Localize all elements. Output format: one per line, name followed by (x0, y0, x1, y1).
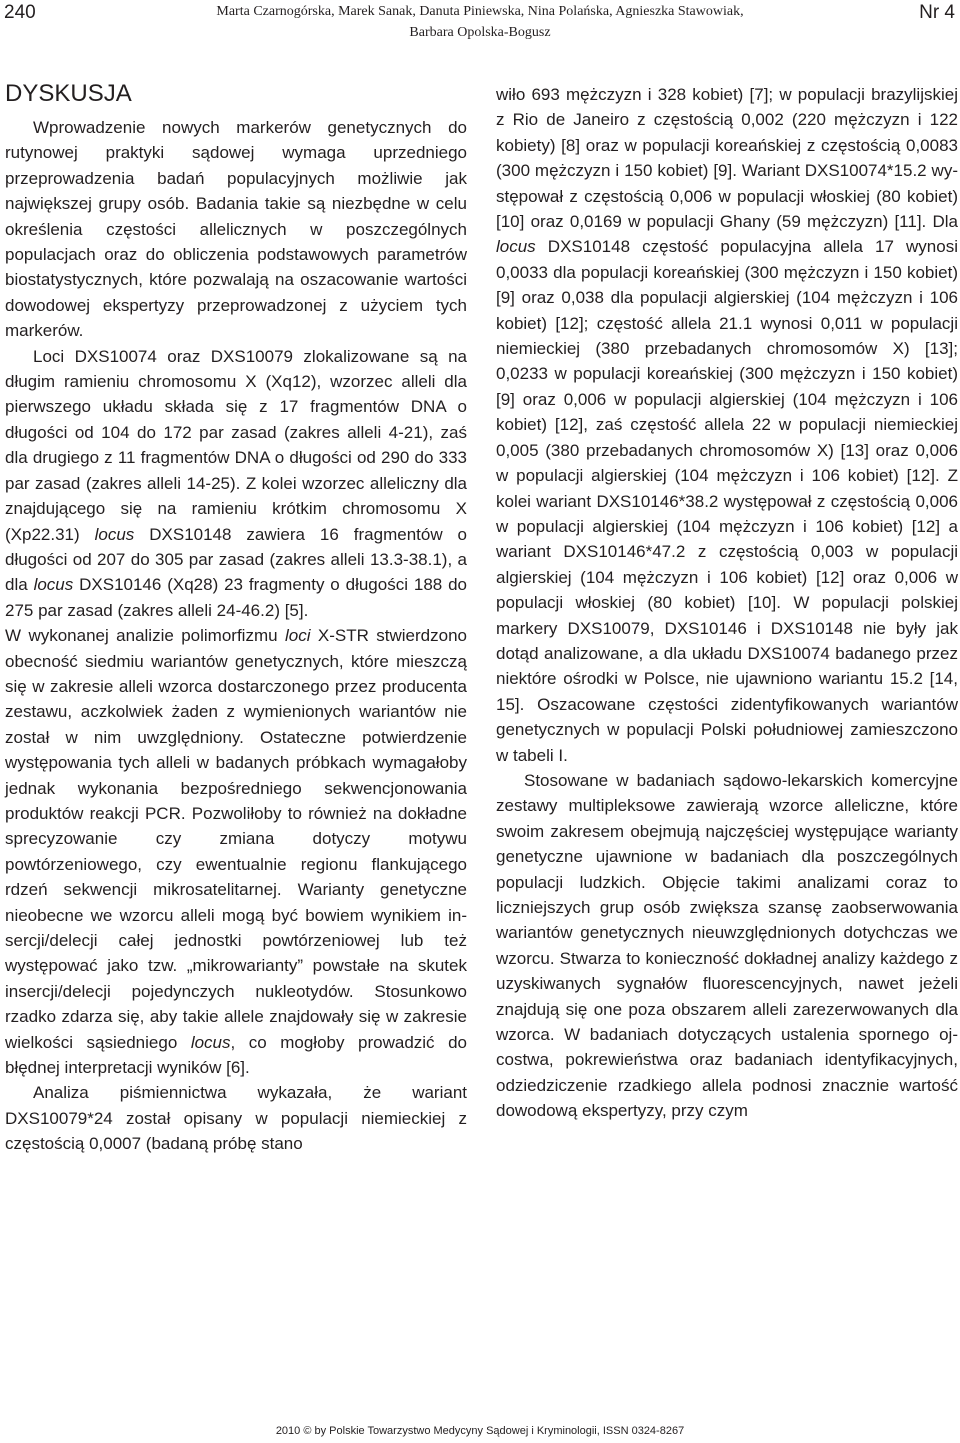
section-heading: DYSKUSJA (5, 80, 132, 107)
paragraph-6: Stosowane w badaniach sądowo-lekarskich komercyjne zestawy multipleksowe zawierają wzorce alleliczne, które swoim zakresem obejmują najczęściej występujące warianty genetyczne ujawnione w badaniach dla poszczególnych populacji ludzkich. Objęcie takimi analizami coraz to liczniejszych grup osób zwiększa szansę zaobserwowania wariantów genetycznych nieuwzględnionych dotychczas we wzorcu. Stwarza to konieczność dokładnej analizy każdego z uzyskiwanych sygnałów fluorescencyjnych, nawet jeżeli znajdują się one poza obszarem alleli zarezerwowanych dla wzorca. W badaniach dotyczących ustalenia spornego ojcostwa, pokrewieństwa oraz badaniach identyfikacyjnych, odziedziczenie rzadkiego allela podnosi znacznie wartość dowodową ekspertyzy, przy czym (496, 770, 958, 1121)
running-header (0, 0, 960, 48)
footer-copyright: 2010 © by Polskie Towarzystwo Medycyny Sądowej i Kryminologii, ISSN 0324-8267 (275, 1425, 685, 1437)
paragraph-1: Wprowadzenie nowych markerów genetycznych do rutynowej praktyki sądowej wymaga uprzedniego przeprowadzenia badań populacyjnych możliwie jak największej grupy osób. Badania takie są niezbędne w celu określenia częstości allelicznych w poszczególnych populacjach oraz do obliczenia podstawowych parametrów biostatystycznych, które pozwalają na oszacowanie wartości dowodowej ekspertyzy przeprowadzonej z użyciem tych markerów. (5, 118, 467, 341)
authors-line-2: Barbara Opolska-Bogusz (409, 25, 551, 40)
page-number: 240 (4, 2, 36, 23)
paragraph-3: W wykonanej analizie polimorfizmu loci X-STR stwierdzono obecność siedmiu wariantów genetycznych, które mieszczą się w zakresie alleli wzorca dostarczonego przez producenta zestawu, aczkolwiek żaden z wymienionych wariantów nie został w nim uwzględniony. Ostateczne potwierdzenie występowania tych alleli w badanych próbkach wymagałoby jednak wykonania bezpośredniego sekwencjonowania produktów reakcji PCR. Pozwoliłoby to również na dokładne sprecyzowanie czy zmiana dotyczy motywu powtórzeniowego, czy ewentualnie regionu flankującego rdzeń sekwencji mikrosatelitarnej. Warianty genetyczne nieobecne we wzorcu alleli mogą być bowiem wynikiem insercji/delecji całej jednostki powtórzeniowej lub też występować jako tzw. „mikrowarianty” powstałe na skutek insercji/delecji pojedynczych nukleotydów. Stosunkowo rzadko zdarza się, aby takie allele znajdowały się w zakresie wielkości sąsiedniego locus, co mogłoby prowadzić do błędnej interpretacji wyników [6]. (5, 626, 467, 1078)
authors-line-1: Marta Czarnogórska, Marek Sanak, Danuta Piniewska, Nina Polańska, Agnieszka Stawowiak, (216, 4, 744, 19)
issue-number: Nr 4 (919, 2, 955, 23)
right-column (496, 82, 958, 1124)
authors (100, 1, 860, 43)
left-column (5, 80, 467, 1157)
paragraph-2: Loci DXS10074 oraz DXS10079 zlokalizowane są na długim ramieniu chromosomu X (Xq12), wzorzec alleli dla pierwszego układu składa się z 17 fragmentów DNA o długości od 104 do 172 par zasad (zakres alleli 4-21), zaś dla drugiego z 11 fragmentów DNA o długości od 290 do 333 par zasad (zakres alleli 14-25). Z kolei wzorzec alleliczny dla znajdującego się na ramieniu krótkim chromosomu X (Xp22.31) locus DXS10148 zawiera 16 fragmentów o długości od 207 do 305 par zasad (zakres alleli 13.3-38.1), a dla locus DXS10146 (Xq28) 23 fragmenty o długości 188 do 275 par zasad (zakres alleli 24-46.2) [5]. (5, 346, 467, 620)
paragraph-5: wiło 693 mężczyzn i 328 kobiet) [7]; w populacji brazylijskiej z Rio de Janeiro z częstością 0,002 (220 mężczyzn i 122 kobiety) [8] oraz w populacji koreańskiej z częstością 0,0083 (300 mężczyzn i 150 kobiet) [9]. Wariant DXS10074*15.2 występował z częstością 0,006 w populacji włoskiej (80 kobiet) [10] oraz 0,0169 w populacji Ghany (59 mężczyzn) [11]. Dla locus DXS10148 częstość populacyjna allela 17 wynosi 0,0033 dla populacji koreańskiej (300 mężczyzn i 150 kobiet) [9] oraz 0,038 dla populacji algierskiej (104 mężczyzn i 106 kobiet) [12]; częstość allela 21.1 wynosi 0,011 w populacji niemieckiej (380 przebadanych chromosomów X) [13]; 0,0233 w populacji koreańskiej (300 mężczyzn i 150 kobiet) [9] oraz 0,006 w populacji algierskiej (104 mężczyzn i 106 kobiet) [12], zaś częstość allela 22 w populacji niemieckiej 0,005 (380 przebadanych chromosomów X) [13] oraz 0,006 w populacji algierskiej (104 mężczyzn i 106 kobiet) [12]. Z kolei wariant DXS10146*38.2 występował z częstością 0,006 w populacji algierskiej (104 mężczyzn i 106 kobiet) [12] a wariant DXS10146*47.2 z częstością 0,003 w populacji algierskiej (104 mężczyzn i 106 kobiet) [12] oraz 0,006 w populacji włoskiej (80 kobiet) [10]. W populacji polskiej markery DXS10079, DXS10146 i DXS10148 nie były jak dotąd analizowane, a dla układu DXS10074 badanego przez niektóre ośrodki w Polsce, nie ujawniono wariantu 15.2 [14, 15]. Oszacowane częstości zidentyfikowanych wariantów genetycznych w populacji Polski południowej zamieszczono w tabeli I. (496, 85, 958, 765)
paragraph-4: Analiza piśmiennictwa wykazała, że wariant DXS10079*24 został opisany w populacji niemieckiej z częstością 0,0007 (badaną próbę stano (5, 1083, 467, 1154)
